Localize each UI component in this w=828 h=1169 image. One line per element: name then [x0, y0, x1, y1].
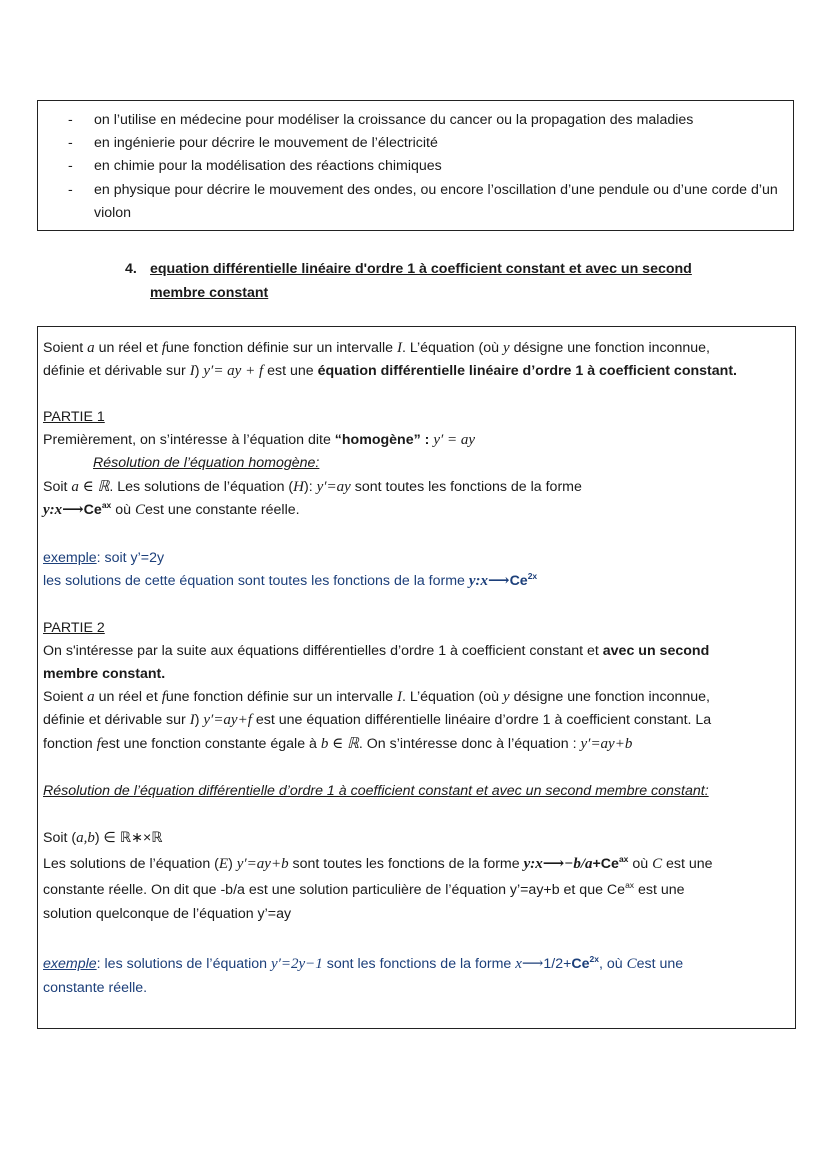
partie1-example-1: exemple: soit y’=2y [43, 550, 165, 566]
intro-line-1: Soient a un réel et fune fonction définie sur un intervalle I. L’équation (où y désigne une fonction inconnue, [43, 340, 710, 356]
partie2-example-2: constante réelle. [43, 980, 148, 996]
uses-list [38, 109, 784, 225]
partie2-subheading: Résolution de l’équation différentielle d’ordre 1 à coefficient constant et avec un second membre constant: [43, 783, 709, 799]
partie1-line-3: $y:x⟶Ce^{ax}$ où Cest une constante réelle. [43, 500, 300, 518]
partie2-line-8: constante réelle. On dit que -b/a est une solution particulière de l’équation y’=ay+b et que $Ce^{ax}$ est une [43, 880, 685, 898]
partie1-label: PARTIE 1 [43, 409, 105, 425]
bullet-dash: - [68, 135, 73, 152]
partie2-line-6: Soit (a,b) ∈ ℝ∗×ℝ [43, 830, 163, 846]
section-number: 4. [125, 261, 137, 277]
bullet-dash: - [68, 112, 73, 128]
intro-line-2: définie et dérivable sur I) y′= ay + f est une équation différentielle linéaire d’ordre 1 à coefficient constant. [43, 363, 737, 379]
uses-box [37, 100, 794, 231]
bullet-dash: - [68, 158, 73, 175]
partie1-example-2: les solutions de cette équation sont toutes les fonctions de la forme $y:x⟶Ce^{2x}$ [43, 571, 538, 589]
section-title: equation différentielle linéaire d'ordre 1 à coefficient constant et avec un second membre constant [150, 261, 692, 301]
partie2-line-5: fonction fest une fonction constante égale à b ∈ ℝ. On s’intéresse donc à l’équation : y′=ay+b [43, 736, 633, 752]
list-item: - on l’utilise en médecine pour modéliser la croissance du cancer ou la propagation des maladies [38, 109, 784, 132]
list-item: - en physique pour décrire le mouvement des ondes, ou encore l’oscillation d’une pendule ou d’une corde d’un violon [38, 179, 784, 225]
partie2-line-4: définie et dérivable sur I) y′=ay+f est une équation différentielle linéaire d’ordre 1 à coefficient constant. La [43, 712, 712, 728]
partie2-example-1: exemple: les solutions de l’équation y′=2y−1 sont les fonctions de la forme $x⟶1/2+Ce^{2x}$, où Cest une [43, 954, 684, 972]
partie2-line-9: solution quelconque de l’équation y’=ay [43, 906, 292, 922]
list-item: - en ingénierie pour décrire le mouvement de l’électricité [38, 132, 784, 155]
partie1-subheading: Résolution de l’équation homogène: [93, 455, 320, 471]
partie2-line-2: membre constant. [43, 666, 166, 682]
bullet-dash: - [68, 181, 73, 198]
partie1-line-1: Premièrement, on s’intéresse à l’équation dite “homogène” : y′ = ay [43, 432, 476, 448]
list-item: - en chimie pour la modélisation des réactions chimiques [38, 155, 784, 178]
partie2-label: PARTIE 2 [43, 620, 105, 636]
partie2-line-7: Les solutions de l’équation (E) y′=ay+b sont toutes les fonctions de la forme $y:x⟶-b/a+Ce^{ax}$ où C est une [43, 854, 713, 872]
partie1-line-2: Soit a ∈ ℝ. Les solutions de l’équation (H): y′=ay sont toutes les fonctions de la forme [43, 479, 582, 495]
partie2-line-3: Soient a un réel et fune fonction définie sur un intervalle I. L’équation (où y désigne une fonction inconnue, [43, 689, 710, 705]
content-box [37, 326, 796, 1029]
partie2-line-1: On s'intéresse par la suite aux équations différentielles d’ordre 1 à coefficient constant et avec un second [43, 643, 710, 659]
section-heading [125, 258, 745, 305]
